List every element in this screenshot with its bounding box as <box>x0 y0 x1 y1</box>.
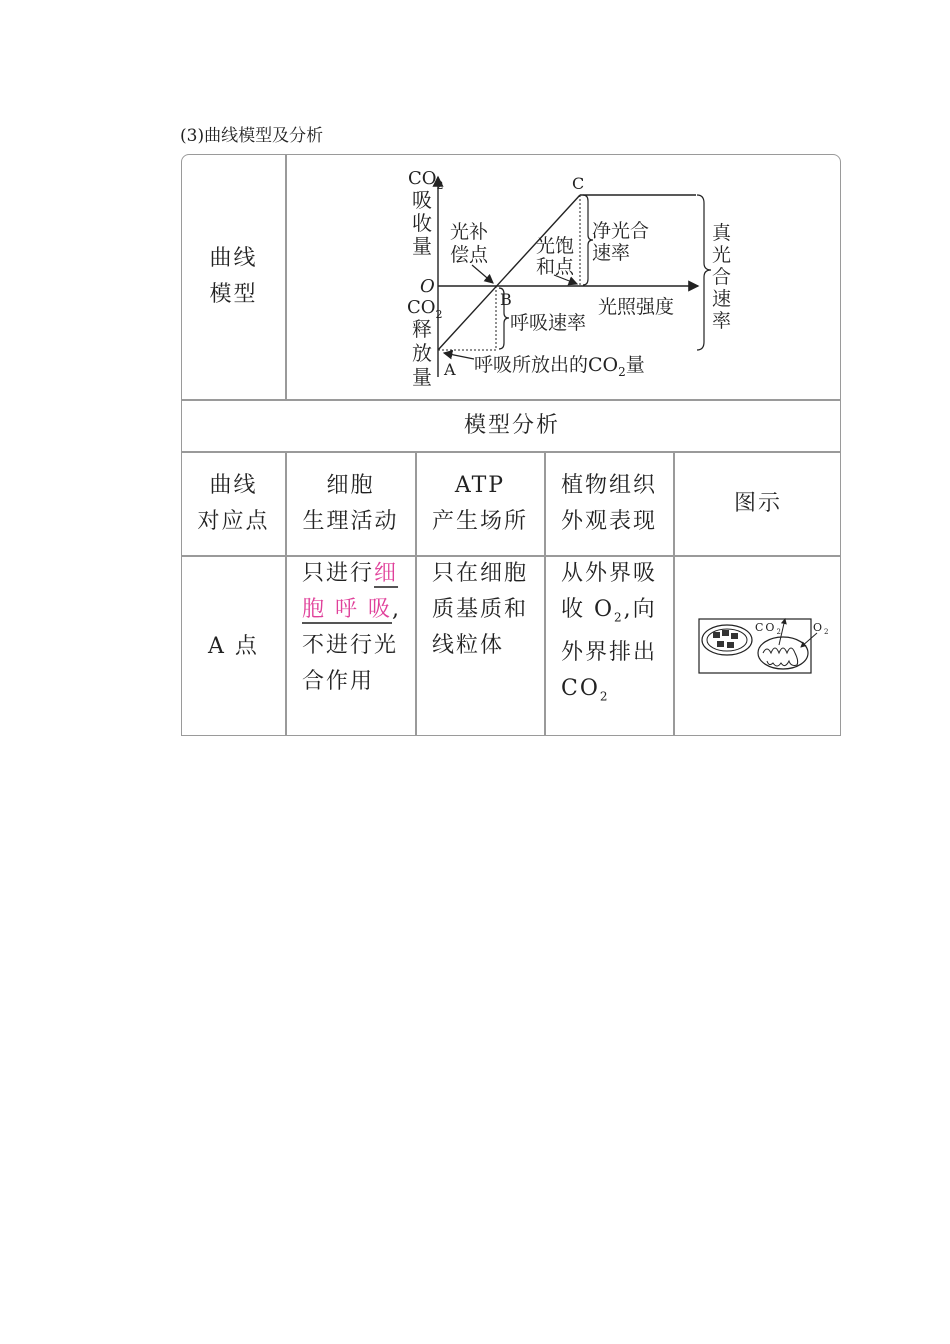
true-rate-label: 真 <box>712 222 732 244</box>
header-activity: 细胞 生理活动 <box>302 472 399 534</box>
y-axis-neg-label: $CO_2$ <box>407 297 443 321</box>
curve-model-label: 曲线 模型 <box>209 246 258 307</box>
header-atp: ATP 产生场所 <box>431 472 528 534</box>
analysis-table <box>181 154 841 736</box>
svg-text:速: 速 <box>712 288 732 310</box>
y-axis-pos-label: $CO_2$ <box>408 168 444 192</box>
co2-label: $CO_2$ <box>755 620 783 636</box>
header-tissue: 植物组织 外观表现 <box>560 472 657 534</box>
svg-text:率: 率 <box>712 310 732 332</box>
row-a-activity: 只进行细 胞 呼 吸, 不进行光 合作用 <box>302 561 401 694</box>
point-a-label: A <box>444 360 456 379</box>
saturation-point-label: 光饱 <box>536 235 575 257</box>
o2-label: $O_2$ <box>813 620 831 636</box>
row-a-tissue: 从外界吸 收 $O_2$,向 外界排出 $CO_2$ <box>561 561 658 704</box>
point-c-label: C <box>572 174 585 193</box>
svg-text:收: 收 <box>412 211 432 235</box>
curve-model-graph <box>286 155 841 399</box>
svg-text:合: 合 <box>712 266 732 288</box>
arrow <box>801 633 817 647</box>
svg-text:和点: 和点 <box>536 256 575 278</box>
svg-text:偿点: 偿点 <box>450 244 489 266</box>
header-figure: 图示 <box>733 490 782 516</box>
row-a-atp: 只在细胞 质基质和 线粒体 <box>432 561 529 658</box>
mitochondrion-icon <box>758 637 808 669</box>
row-a-figure <box>674 556 841 736</box>
true-rate-brace <box>697 195 711 350</box>
svg-text:放: 放 <box>412 341 432 365</box>
respiration-rate-label: 呼吸速率 <box>510 312 587 334</box>
row-a-point: A 点 <box>208 633 259 659</box>
origin-label: O <box>420 276 435 297</box>
compensation-point-label: 光补 <box>450 221 489 243</box>
highlight-text: 细 <box>374 561 399 586</box>
respiration-co2-label: 呼吸所放出的$CO_2$量 <box>474 354 645 379</box>
svg-text:速率: 速率 <box>592 242 631 264</box>
model-analysis-title: 模型分析 <box>463 412 560 438</box>
cell-diagram <box>683 615 833 679</box>
svg-text:光: 光 <box>712 244 732 266</box>
svg-text:释: 释 <box>412 317 432 341</box>
point-b-label: B <box>500 290 512 309</box>
arrow <box>444 353 474 359</box>
svg-text:吸: 吸 <box>412 188 432 212</box>
section-heading: (3)曲线模型及分析 <box>180 126 324 146</box>
svg-text:量: 量 <box>412 365 432 389</box>
arrow <box>472 265 493 283</box>
svg-text:量: 量 <box>412 234 432 258</box>
header-curve-point: 曲线 对应点 <box>197 472 270 534</box>
net-rate-label: 净光合 <box>592 220 650 242</box>
highlight-text: 胞 呼 吸 <box>302 597 392 622</box>
x-axis-label: 光照强度 <box>598 296 675 318</box>
